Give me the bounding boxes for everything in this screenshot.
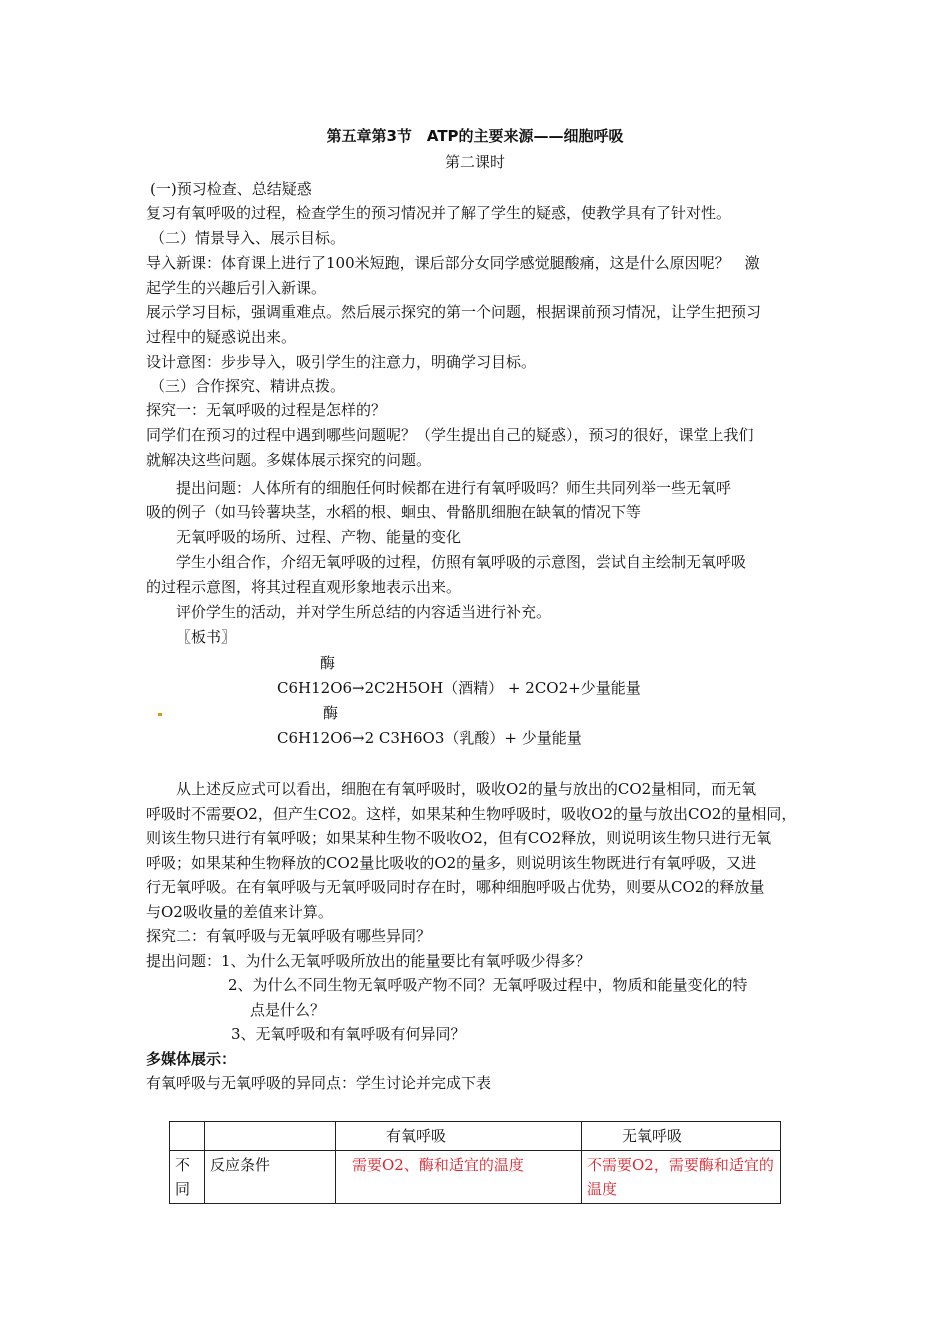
question: 3、无氧呼吸和有氧呼吸有何异同？ <box>231 1025 466 1043</box>
header-anaerobic: 无氧呼吸 <box>582 1122 781 1151</box>
paragraph: 行无氧呼吸。在有氧呼吸与无氧呼吸同时存在时，哪种细胞呼吸占优势，则要从CO2的释放量 <box>146 878 765 896</box>
paragraph: 起学生的兴趣后引入新课。 <box>146 279 327 297</box>
table-intro: 有氧呼吸与无氧呼吸的异同点：学生讨论并完成下表 <box>146 1074 492 1092</box>
cell-aerobic-condition: 需要O2、酶和适宜的温度 <box>336 1151 582 1204</box>
paragraph: 与O2吸收量的差值来计算。 <box>146 903 333 921</box>
paragraph: 就解决这些问题。多媒体展示探究的问题。 <box>146 451 432 469</box>
question: 提出问题：1、为什么无氧呼吸所放出的能量要比有氧呼吸少得多？ <box>146 952 591 970</box>
paragraph: 同学们在预习的过程中遇到哪些问题呢？（学生提出自己的疑惑），预习的很好，课堂上我们 <box>146 426 754 444</box>
section-2-heading: （二）情景导入、展示目标。 <box>150 229 346 247</box>
paragraph: 过程中的疑惑说出来。 <box>146 328 297 346</box>
explore-1-heading: 探究一：无氧呼吸的过程是怎样的？ <box>146 401 387 419</box>
enzyme-label: 酶 <box>320 654 336 672</box>
cell-anaerobic-condition: 不需要O2，需要酶和适宜的温度 <box>582 1151 781 1204</box>
stray-mark <box>158 713 162 716</box>
paragraph: 导入新课：体育课上进行了100米短跑，课后部分女同学感觉腿酸痛，这是什么原因呢？ 激 <box>146 254 760 272</box>
paragraph: 从上述反应式可以看出，细胞在有氧呼吸时，吸收O2的量与放出的CO2量相同，而无氧 <box>176 780 757 798</box>
paragraph: 展示学习目标，强调重难点。然后展示探究的第一个问题，根据课前预习情况，让学生把预习 <box>146 303 762 321</box>
table-row <box>170 1151 781 1204</box>
table-cell <box>205 1122 336 1151</box>
comparison-table <box>169 1121 781 1204</box>
media-heading: 多媒体展示： <box>146 1050 237 1068</box>
board-label: 〖板书〗 <box>176 628 237 646</box>
header-aerobic: 有氧呼吸 <box>336 1122 582 1151</box>
enzyme-label: 酶 <box>323 704 339 722</box>
paragraph: 的过程示意图，将其过程直观形象地表示出来。 <box>146 578 462 596</box>
page-title: 第五章第3节 ATP的主要来源——细胞呼吸 <box>326 127 624 145</box>
table-cell <box>170 1122 205 1151</box>
table-row <box>170 1122 781 1151</box>
paragraph: 学生小组合作，介绍无氧呼吸的过程，仿照有氧呼吸的示意图，尝试自主绘制无氧呼吸 <box>176 553 747 571</box>
paragraph: 复习有氧呼吸的过程，检查学生的预习情况并了解了学生的疑惑，使教学具有了针对性。 <box>146 204 732 222</box>
question: 2、为什么不同生物无氧呼吸产物不同？无氧呼吸过程中，物质和能量变化的特 <box>228 976 748 994</box>
explore-2-heading: 探究二：有氧呼吸与无氧呼吸有哪些异同？ <box>146 927 432 945</box>
paragraph: 则该生物只进行有氧呼吸；如果某种生物不吸收O2，但有CO2释放，则说明该生物只进行无氧 <box>146 829 772 847</box>
section-3-heading: （三）合作探究、精讲点拨。 <box>150 377 346 395</box>
equation-alcohol: C6H12O6→2C2H5OH（酒精） + 2CO2+少量能量 <box>277 679 641 697</box>
paragraph: 无氧呼吸的场所、过程、产物、能量的变化 <box>176 528 462 546</box>
paragraph: 评价学生的活动，并对学生所总结的内容适当进行补充。 <box>176 603 552 621</box>
paragraph: 呼吸；如果某种生物释放的CO2量比吸收的O2的量多，则说明该生物既进行有氧呼吸，又进 <box>146 854 757 872</box>
section-1-heading: (一)预习检查、总结疑惑 <box>150 180 312 198</box>
paragraph: 提出问题：人体所有的细胞任何时候都在进行有氧呼吸吗？师生共同列举一些无氧呼 <box>176 479 732 497</box>
row-label: 反应条件 <box>205 1151 336 1204</box>
paragraph: 呼吸时不需要O2，但产生CO2。这样，如果某种生物呼吸时，吸收O2的量与放出CO2的量相同， <box>146 805 797 823</box>
page-subtitle: 第二课时 <box>444 153 505 171</box>
question: 点是什么？ <box>250 1001 326 1019</box>
paragraph: 设计意图：步步导入，吸引学生的注意力，明确学习目标。 <box>146 353 537 371</box>
equation-lactic: C6H12O6→2 C3H6O3（乳酸）+ 少量能量 <box>277 729 582 747</box>
diff-label: 不同 <box>170 1151 205 1204</box>
paragraph: 吸的例子（如马铃薯块茎，水稻的根、蛔虫、骨骼肌细胞在缺氧的情况下等 <box>146 503 642 521</box>
